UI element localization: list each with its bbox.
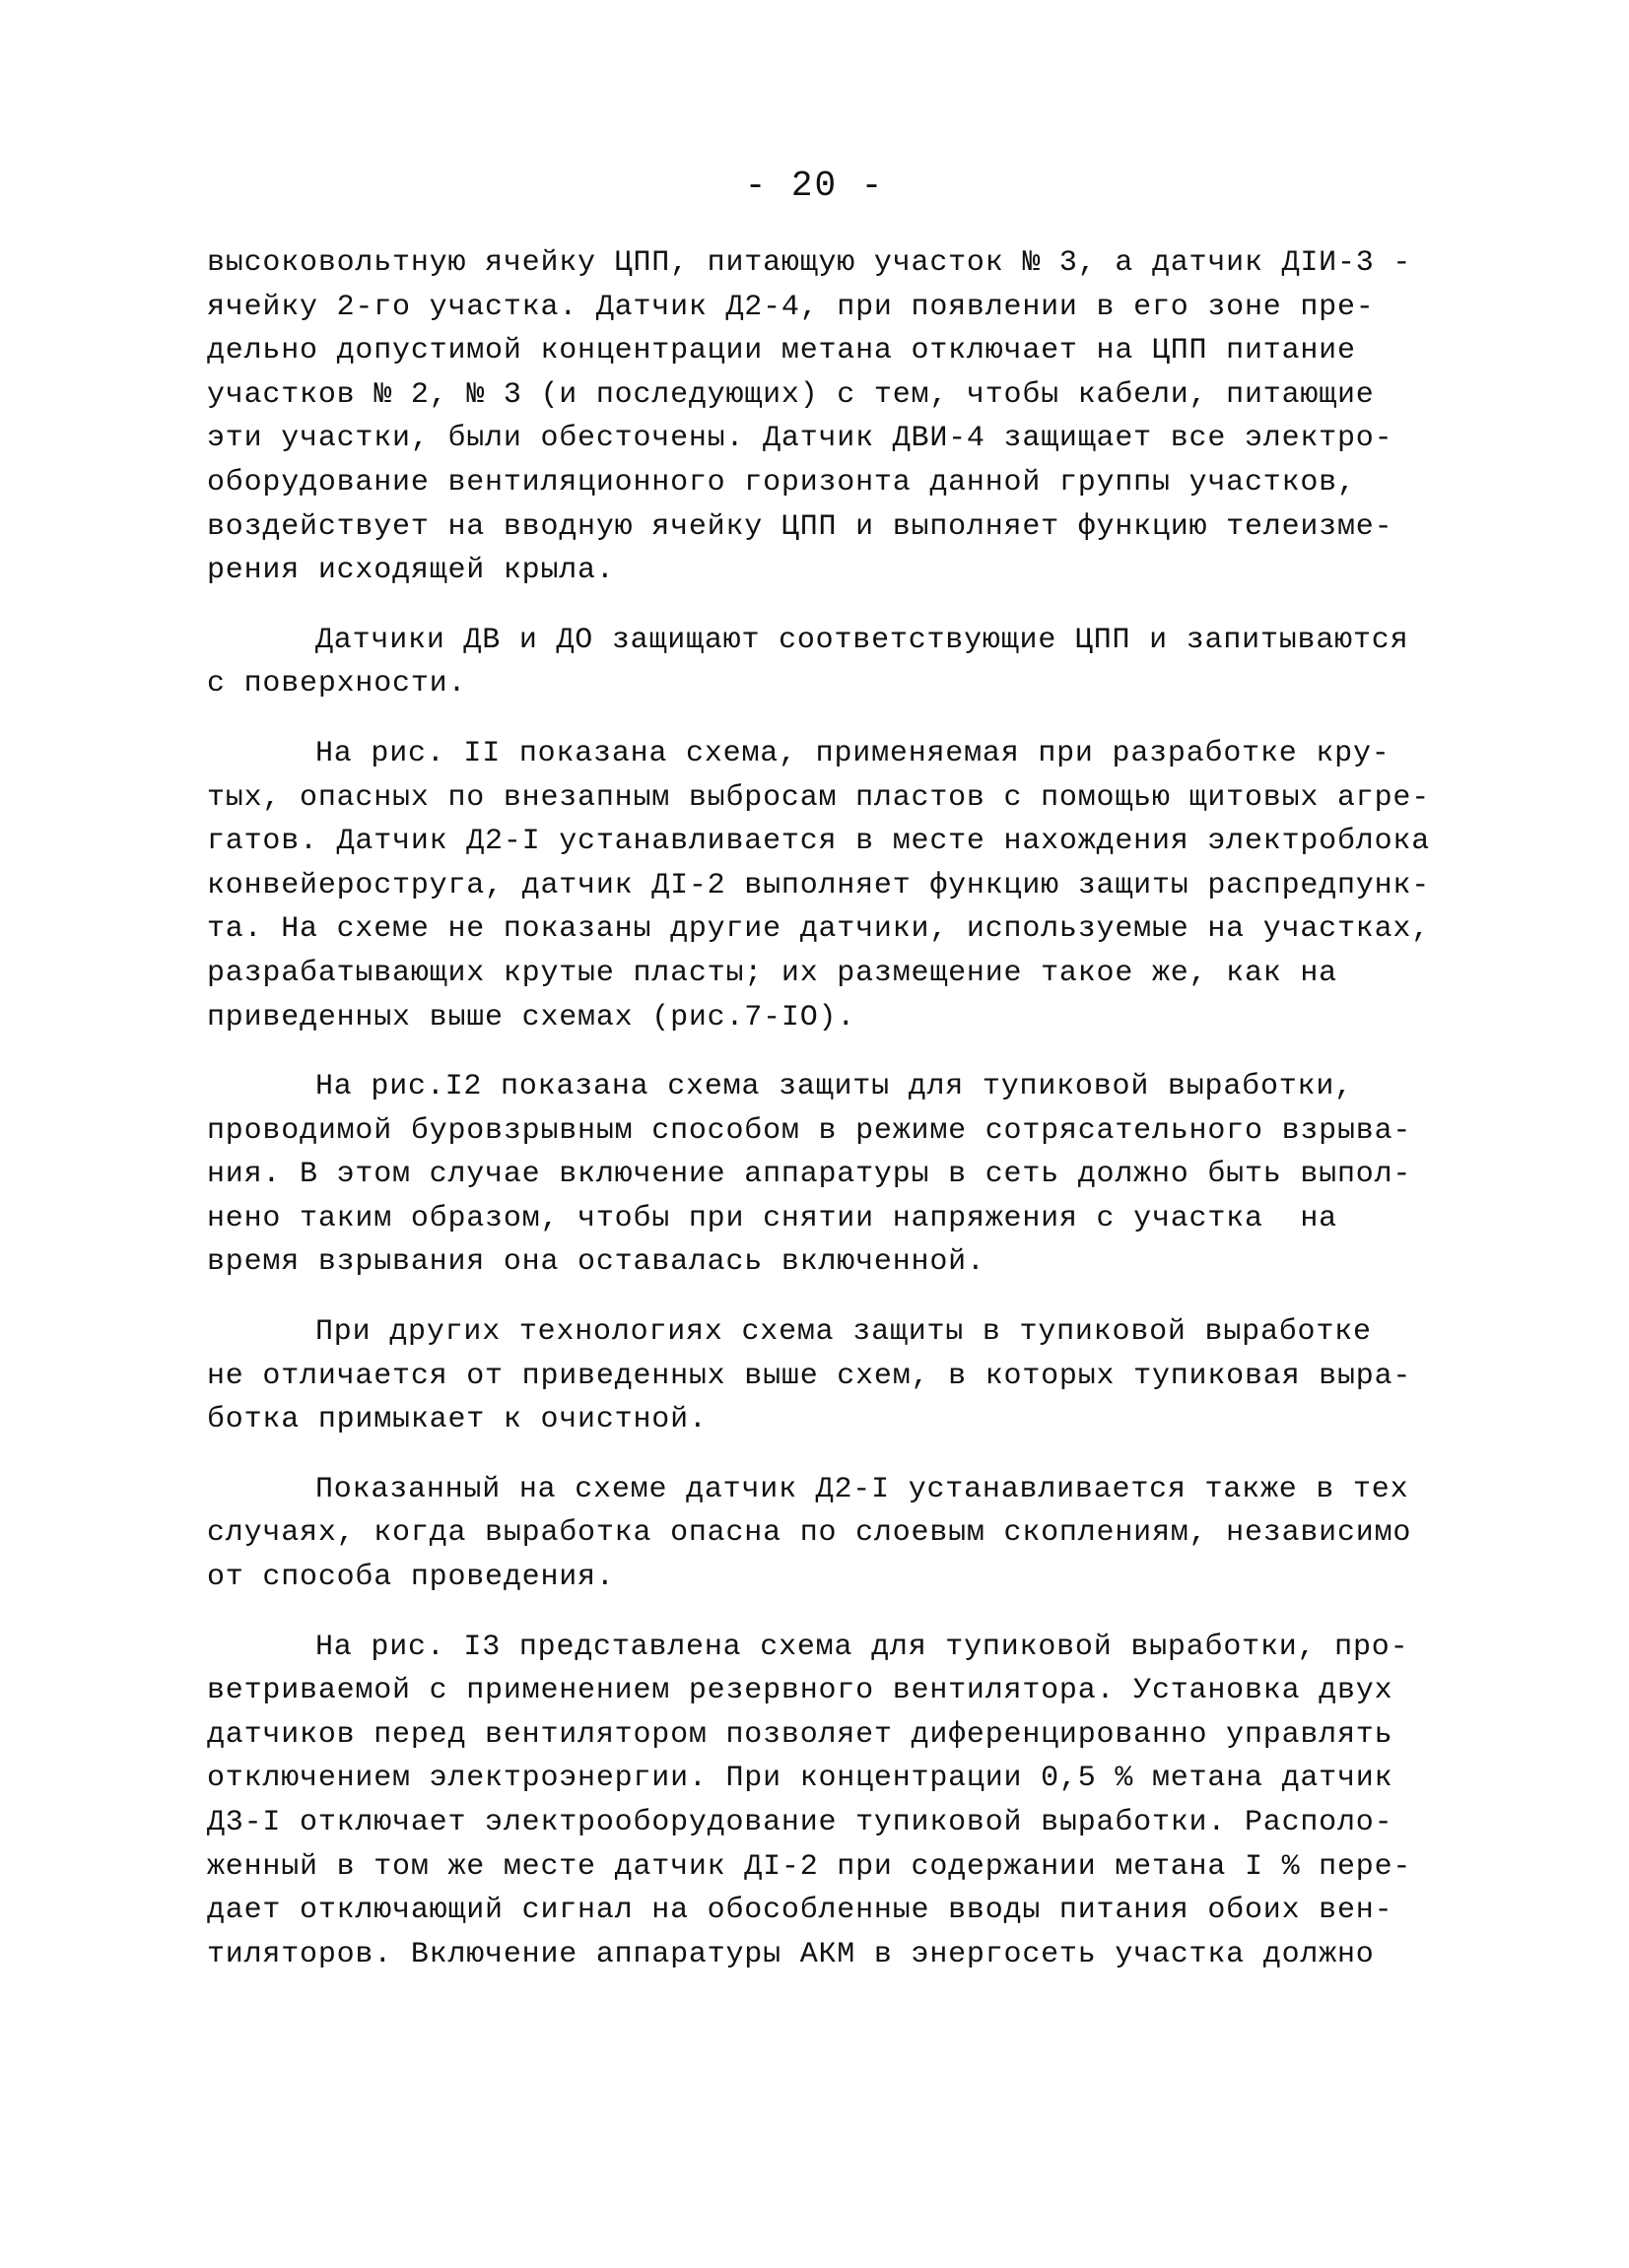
text-line: от способа проведения. — [207, 1561, 615, 1595]
text-line: женный в том же месте датчик ДI-2 при содержании метана I % пере- — [207, 1849, 1412, 1884]
text-line: эти участки, были обесточены. Датчик ДВИ-4 защищает все электро- — [207, 422, 1393, 456]
paragraph-3 — [207, 732, 1430, 1039]
text-line: ветриваемой с применением резервного вентилятора. Установка двух — [207, 1674, 1393, 1708]
text-line: Показанный на схеме датчик Д2-I устанавливается также в тех — [315, 1472, 1409, 1506]
text-line: проводимой буровзрывным способом в режиме сотрясательного взрыва- — [207, 1113, 1412, 1148]
text-line: нено таким образом, чтобы при снятии напряжения с участка на — [207, 1201, 1337, 1235]
text-line: Датчики ДВ и ДО защищают соответствующие ЦПП и запитываются — [315, 623, 1409, 657]
paragraph-2 — [207, 619, 1424, 706]
text-line: Д3-I отключает электрооборудование тупиковой выработки. Располо- — [207, 1806, 1393, 1839]
text-line: случаях, когда выработка опасна по слоевым скоплениям, независимо — [207, 1516, 1412, 1551]
text-line: На рис.I2 показана схема защиты для тупиковой выработки, — [315, 1070, 1353, 1104]
text-line: воздействует на вводную ячейку ЦПП и выполняет функцию телеизме- — [207, 509, 1393, 544]
text-line: та. На схеме не показаны другие датчики, используемые на участках, — [207, 912, 1430, 947]
paragraph-1 — [207, 241, 1424, 593]
text-line: отключением электроэнергии. При концентрации 0,5 % метана датчик — [207, 1762, 1393, 1796]
text-line: тых, опасных по внезапным выбросам пластов с помощью щитовых агре- — [207, 780, 1430, 815]
text-line: ния. В этом случае включение аппаратуры в сеть должно быть выпол- — [207, 1158, 1412, 1192]
text-line: рения исходящей крыла. — [207, 554, 615, 588]
paragraph-6 — [207, 1468, 1424, 1600]
page-number: - 20 - — [744, 166, 885, 206]
text-line: ботка примыкает к очистной. — [207, 1403, 708, 1437]
text-line: не отличается от приведенных выше схем, в которых тупиковая выра- — [207, 1359, 1412, 1393]
text-line: время взрывания она оставалась включенной. — [207, 1245, 985, 1280]
text-line: На рис. II показана схема, применяемая при разработке кру- — [315, 736, 1391, 770]
text-line: с поверхности. — [207, 667, 467, 701]
text-line: тиляторов. Включение аппаратуры АКМ в энергосеть участка должно — [207, 1937, 1375, 1971]
text-line: оборудование вентиляционного горизонта данной группы участков, — [207, 465, 1356, 500]
paragraph-7 — [207, 1626, 1424, 1977]
text-line: ячейку 2-го участка. Датчик Д2-4, при появлении в его зоне пре- — [207, 290, 1375, 324]
text-line: участков № 2, № 3 (и последующих) с тем, чтобы кабели, питающие — [207, 377, 1375, 412]
text-line: На рис. I3 представлена схема для тупиковой выработки, про- — [315, 1630, 1409, 1664]
document-body — [207, 241, 1430, 2002]
text-line: датчиков перед вентилятором позволяет диференцированно управлять — [207, 1717, 1393, 1752]
text-line: дает отключающий сигнал на обособленные вводы питания обоих вен- — [207, 1894, 1393, 1928]
text-line: конвейероструга, датчик ДI-2 выполняет функцию защиты распредпунк- — [207, 868, 1430, 902]
text-line: гатов. Датчик Д2-I устанавливается в месте нахождения электроблока — [207, 825, 1430, 859]
paragraph-4 — [207, 1065, 1424, 1285]
text-line: При других технологиях схема защиты в тупиковой выработке — [315, 1315, 1372, 1350]
text-line: разрабатывающих крутые пласты; их размещение такое же, как на — [207, 956, 1337, 990]
text-line: приведенных выше схемах (рис.7-IO). — [207, 1000, 856, 1034]
paragraph-5 — [207, 1310, 1424, 1442]
text-line: дельно допустимой концентрации метана отключает на ЦПП питание — [207, 334, 1356, 368]
text-line: высоковольтную ячейку ЦПП, питающую участок № 3, а датчик ДIИ-3 - — [207, 246, 1412, 280]
